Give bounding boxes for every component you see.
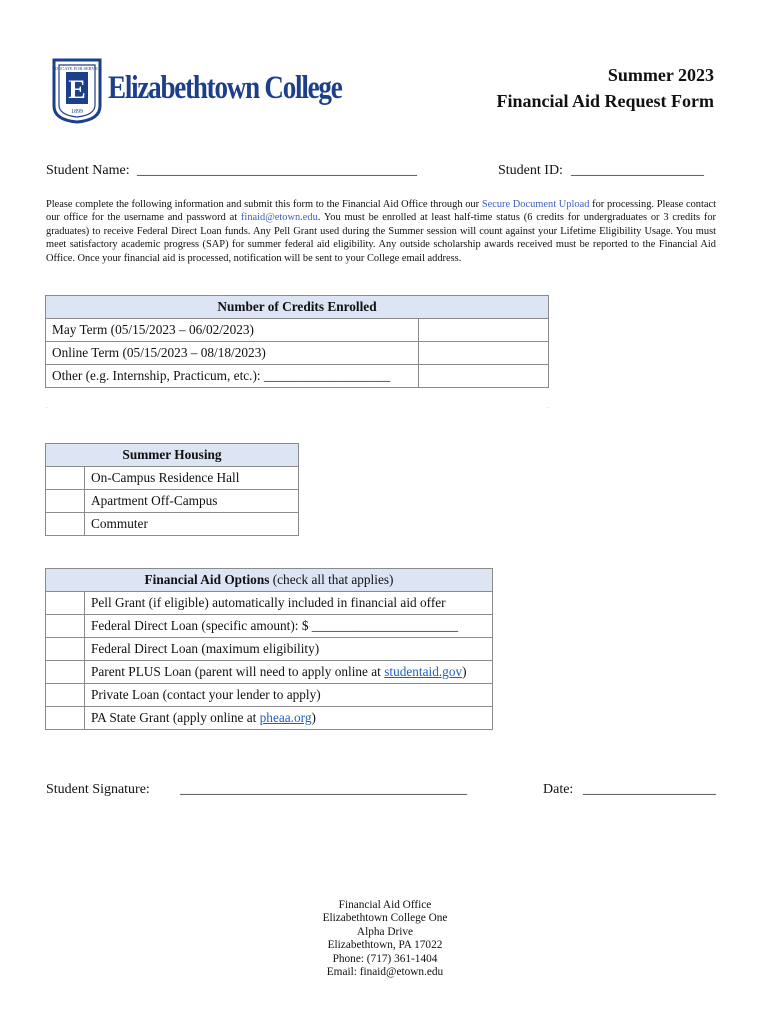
- aid-checkbox[interactable]: [46, 638, 85, 661]
- housing-checkbox[interactable]: [46, 513, 85, 536]
- housing-table-header: Summer Housing: [46, 444, 299, 467]
- signature-field[interactable]: _________________________________________: [180, 782, 467, 797]
- student-name-label: Student Name:: [46, 163, 130, 178]
- form-title-line2: Financial Aid Request Form: [496, 91, 714, 111]
- studentaid-link[interactable]: studentaid.gov: [384, 664, 463, 679]
- form-title-line1: Summer 2023: [607, 65, 714, 85]
- college-seal-icon: [50, 56, 104, 124]
- date-field[interactable]: ___________________: [583, 782, 716, 797]
- divider-dot: .: [547, 404, 549, 410]
- date-label: Date:: [543, 782, 574, 797]
- credits-input[interactable]: [419, 319, 549, 342]
- credits-input[interactable]: [419, 365, 549, 388]
- credits-table: [45, 295, 549, 388]
- student-id-field[interactable]: ___________________: [571, 163, 704, 178]
- aid-checkbox[interactable]: [46, 661, 85, 684]
- table-row: May Term (05/15/2023 – 06/02/2023): [46, 319, 549, 342]
- housing-checkbox[interactable]: [46, 490, 85, 513]
- email-link[interactable]: finaid@etown.edu: [240, 212, 318, 224]
- table-row: Commuter: [46, 513, 299, 536]
- credits-input[interactable]: [419, 342, 549, 365]
- signature-label: Student Signature:: [46, 782, 150, 797]
- credits-table-header: Number of Credits Enrolled: [46, 296, 549, 319]
- svg-text:1899: 1899: [71, 109, 83, 115]
- student-id-label: Student ID:: [498, 163, 563, 178]
- student-name-field[interactable]: ________________________________________: [137, 163, 417, 178]
- table-row: Apartment Off-Campus: [46, 490, 299, 513]
- aid-checkbox[interactable]: [46, 615, 85, 638]
- table-row: Federal Direct Loan (specific amount): $ ______________________: [46, 615, 493, 638]
- college-name: Elizabethtown College: [108, 70, 342, 106]
- pheaa-link[interactable]: pheaa.org: [259, 710, 312, 725]
- table-row: Parent PLUS Loan (parent will need to apply online at studentaid.gov): [46, 661, 493, 684]
- housing-checkbox[interactable]: [46, 467, 85, 490]
- housing-table: [45, 443, 299, 536]
- table-row: Private Loan (contact your lender to apply): [46, 684, 493, 707]
- divider-dot: .: [46, 404, 48, 410]
- aid-checkbox[interactable]: [46, 592, 85, 615]
- aid-checkbox[interactable]: [46, 684, 85, 707]
- table-row: On-Campus Residence Hall: [46, 467, 299, 490]
- form-title: [496, 62, 714, 114]
- financial-aid-table-header: Financial Aid Options (check all that applies): [46, 569, 493, 592]
- secure-upload-link[interactable]: Secure Document Upload: [481, 199, 590, 210]
- table-row: PA State Grant (apply online at pheaa.org): [46, 707, 493, 730]
- table-row: Federal Direct Loan (maximum eligibility): [46, 638, 493, 661]
- svg-text:E: E: [68, 75, 86, 104]
- college-logo: [50, 56, 342, 124]
- financial-aid-table: [45, 568, 493, 730]
- office-address: Financial Aid Office Elizabethtown College One Alpha Drive Elizabethtown, PA 17022 Phone: (717) 361-1404 Email: finaid@etown.edu: [322, 899, 448, 979]
- table-row: Pell Grant (if eligible) automatically included in financial aid offer: [46, 592, 493, 615]
- svg-text:EDUCATE FOR SERVICE: EDUCATE FOR SERVICE: [52, 66, 102, 71]
- table-row: Online Term (05/15/2023 – 08/18/2023): [46, 342, 549, 365]
- aid-checkbox[interactable]: [46, 707, 85, 730]
- instructions-paragraph: Please complete the following information and submit this form to the Financial Aid Office through our Secure Document Upload for processing. Please contact our office for the username and password at finaid@etown.edu. You must be enrolled at least half-time status (6 credits for undergraduates or 3 credits for graduates) to receive Federal Direct Loan funds. Any Pell Grant used during the Summer session will count against your Lifetime Eligibility Usage. You must meet satisfactory academic progress (SAP) for summer federal aid eligibility. Any outside scholarship awards received must be reported to the Financial Aid Office. Once your financial aid is processed, notification will be sent to your College email address.: [46, 199, 717, 264]
- table-row: Other (e.g. Internship, Practicum, etc.): ___________________: [46, 365, 549, 388]
